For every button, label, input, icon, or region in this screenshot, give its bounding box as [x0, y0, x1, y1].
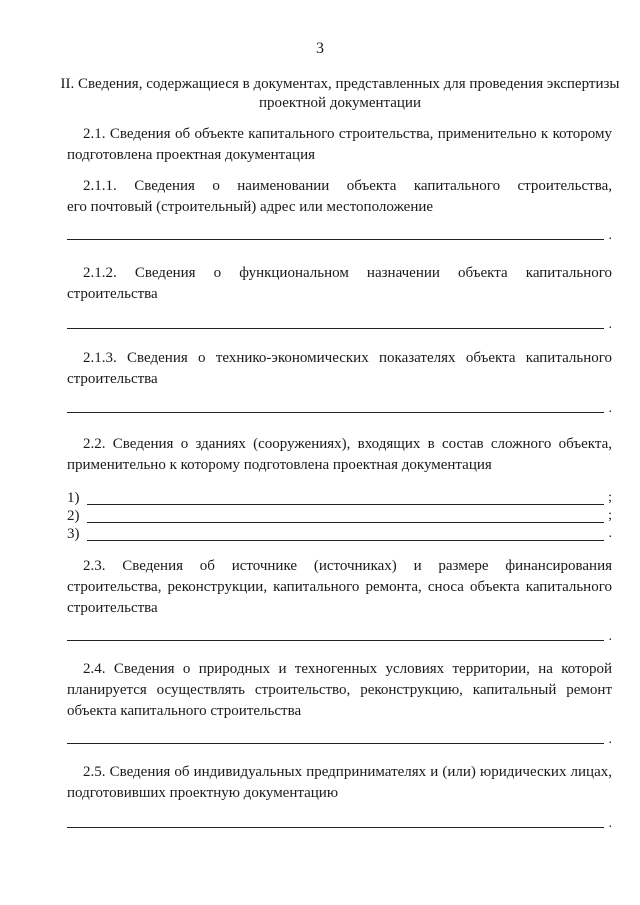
paragraph-2-1: [67, 124, 612, 166]
paragraph-2-1-1: [67, 176, 612, 218]
fill-line-2-1-2[interactable]: [67, 315, 612, 331]
paragraph-2-1-3-rest: строительства: [67, 371, 158, 387]
underline: [67, 412, 604, 413]
list-item-1[interactable]: [67, 490, 612, 508]
underline: [67, 743, 604, 744]
underline: [67, 827, 604, 828]
paragraph-2-4: [67, 659, 612, 722]
paragraph-2-5-rest: подготовивших проектную документацию: [67, 785, 339, 801]
paragraph-2-1-2: [67, 263, 612, 305]
fill-line-2-1-1[interactable]: [67, 226, 612, 242]
line-end-mark: .: [608, 732, 612, 747]
underline: [87, 504, 604, 505]
paragraph-2-5-first-line: 2.5. Сведения об индивидуальных предпринимателях и (или) юридических лицах,: [83, 764, 612, 780]
paragraph-2-1-3-first-line: 2.1.3. Сведения о технико-экономических показателях объекта капитального: [83, 350, 612, 366]
paragraph-2-1-2-rest: строительства: [67, 286, 158, 302]
line-end-mark: ;: [608, 508, 612, 523]
paragraph-2-1-1-first-line: 2.1.1. Сведения о наименовании объекта капитального строительства,: [83, 178, 612, 194]
line-end-mark: .: [608, 228, 612, 243]
paragraph-2-1-1-rest: его почтовый (строительный) адрес или местоположение: [67, 199, 434, 215]
fill-line-2-1-3[interactable]: [67, 399, 612, 415]
underline: [87, 522, 604, 523]
fill-line-2-3[interactable]: [67, 627, 612, 643]
paragraph-2-3-first-line: 2.3. Сведения об источнике (источниках) и размере финансирования: [83, 558, 612, 574]
underline: [87, 540, 604, 541]
line-end-mark: .: [608, 629, 612, 644]
line-end-mark: .: [608, 317, 612, 332]
paragraph-2-2: [67, 434, 612, 476]
paragraph-2-1-rest: подготовлена проектная документация: [67, 147, 316, 163]
paragraph-2-4-first-line: 2.4. Сведения о природных и техногенных условиях территории, на которой: [83, 661, 612, 677]
line-end-mark: .: [608, 401, 612, 416]
list-item-label: 3): [67, 526, 80, 542]
list-item-3[interactable]: [67, 526, 612, 544]
fill-line-2-5[interactable]: [67, 814, 612, 830]
paragraph-2-1-first-line: 2.1. Сведения об объекте капитального строительства, применительно к которому: [83, 126, 612, 142]
paragraph-2-3-rest: строительства, реконструкции, капитального ремонта, сноса объекта капитального строительства: [67, 579, 612, 616]
line-end-mark: .: [608, 816, 612, 831]
underline: [67, 239, 604, 240]
paragraph-2-2-first-line: 2.2. Сведения о зданиях (сооружениях), входящих в состав сложного объекта,: [83, 436, 612, 452]
line-end-mark: ;: [608, 490, 612, 505]
fill-line-2-4[interactable]: [67, 730, 612, 746]
list-item-label: 2): [67, 508, 80, 524]
paragraph-2-3: [67, 556, 612, 619]
line-end-mark: .: [608, 526, 612, 541]
paragraph-2-5: [67, 762, 612, 804]
page-number: 3: [316, 40, 324, 57]
underline: [67, 328, 604, 329]
paragraph-2-4-rest: планируется осуществлять строительство, реконструкцию, капитальный ремонт объекта капитального строительства: [67, 682, 612, 719]
underline: [67, 640, 604, 641]
list-item-2[interactable]: [67, 508, 612, 526]
list-item-label: 1): [67, 490, 80, 506]
paragraph-2-1-3: [67, 348, 612, 390]
paragraph-2-2-rest: применительно к которому подготовлена проектная документация: [67, 457, 492, 473]
paragraph-2-1-2-first-line: 2.1.2. Сведения о функциональном назначении объекта капитального: [83, 265, 612, 281]
section-title: II. Сведения, содержащиеся в документах, представленных для проведения экспертизы проектной документации: [60, 76, 620, 111]
